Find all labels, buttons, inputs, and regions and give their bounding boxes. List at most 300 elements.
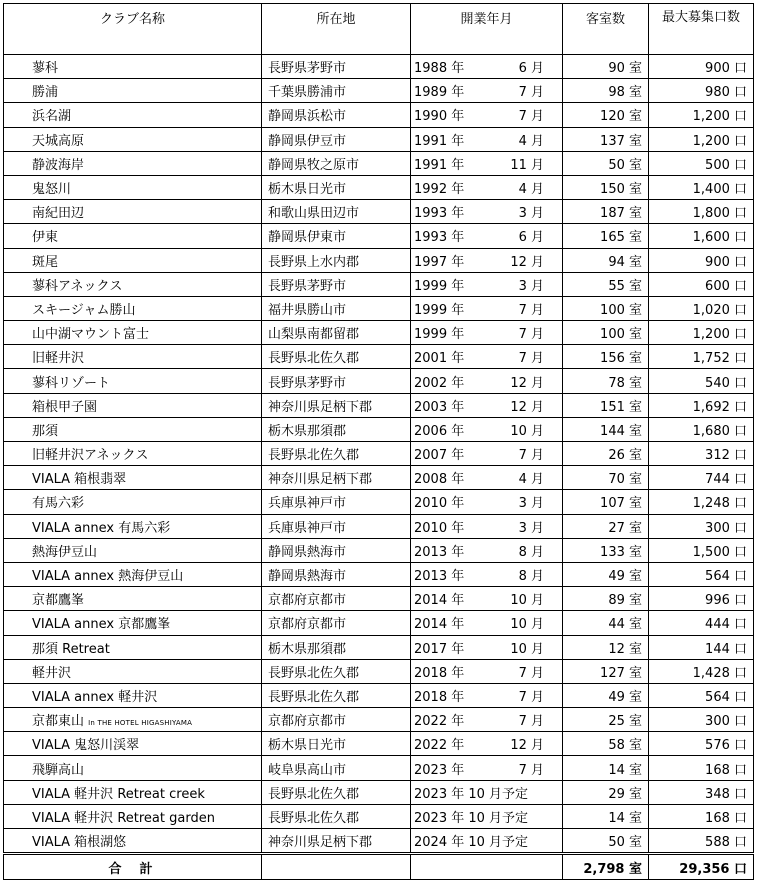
location-cell: 兵庫県神戸市 [262, 514, 411, 538]
club-name-cell [4, 562, 262, 586]
opened-cell [411, 272, 563, 296]
location-cell: 静岡県牧之原市 [262, 151, 411, 175]
opened-month: 12 月 [510, 254, 544, 270]
club-name-cell [4, 321, 262, 345]
rooms-cell: 44 室 [563, 611, 649, 635]
header-opened: 開業年月 [411, 4, 563, 55]
club-name-cell [4, 514, 262, 538]
club-name-cell [4, 756, 262, 780]
rooms-cell: 94 室 [563, 248, 649, 272]
club-name: 箱根甲子園 [32, 399, 98, 415]
opened-month: 7 月 [518, 109, 544, 125]
rooms-cell: 151 室 [563, 393, 649, 417]
club-name: 有馬六彩 [32, 496, 85, 512]
rooms-cell: 150 室 [563, 175, 649, 199]
club-name: 旧軽井沢 [32, 351, 85, 367]
club-name-cell [4, 732, 262, 756]
opened-cell [411, 55, 563, 79]
opened-cell [411, 538, 563, 562]
club-name: VIALA annex 軽井沢 [32, 689, 158, 705]
opened-year: 2010 年 [414, 496, 465, 512]
opened-month: 11 月 [510, 157, 544, 173]
club-name-cell [4, 611, 262, 635]
opened-year: 1999 年 [414, 302, 465, 318]
club-name: VIALA 鬼怒川渓翠 [32, 738, 140, 754]
opened-cell [411, 611, 563, 635]
opened-month: 10 月 [510, 593, 544, 609]
opened-cell [411, 151, 563, 175]
opened-year: 2014 年 [414, 593, 465, 609]
max-units-cell: 600 口 [649, 272, 754, 296]
rooms-cell: 89 室 [563, 587, 649, 611]
max-units-cell: 1,200 口 [649, 321, 754, 345]
opened-year: 2022 年 [414, 738, 465, 754]
table-row [4, 200, 754, 224]
club-name: 旧軽井沢アネックス [32, 448, 149, 464]
opened-cell [411, 829, 563, 854]
club-name-cell [4, 151, 262, 175]
opened-cell [411, 224, 563, 248]
header-rooms: 客室数 [563, 4, 649, 55]
rooms-cell: 100 室 [563, 321, 649, 345]
location-cell: 長野県北佐久郡 [262, 442, 411, 466]
club-name: 熱海伊豆山 [32, 544, 98, 560]
opened-year: 2014 年 [414, 617, 465, 633]
opened-month: 3 月 [518, 278, 544, 294]
location-cell: 長野県北佐久郡 [262, 780, 411, 804]
club-name: 軽井沢 [32, 665, 72, 681]
rooms-cell: 127 室 [563, 659, 649, 683]
table-row [4, 708, 754, 732]
opened-month: 3 月 [518, 206, 544, 222]
opened-month: 12 月 [510, 375, 544, 391]
opened-cell [411, 756, 563, 780]
table-row [4, 272, 754, 296]
opened-year: 2018 年 [414, 689, 465, 705]
location-cell: 千葉県勝浦市 [262, 79, 411, 103]
max-units-cell: 300 口 [649, 514, 754, 538]
opened-month: 10 月 [510, 617, 544, 633]
rooms-cell: 27 室 [563, 514, 649, 538]
rooms-cell: 14 室 [563, 804, 649, 828]
opened-cell [411, 200, 563, 224]
max-units-cell: 1,800 口 [649, 200, 754, 224]
total-location-empty [262, 854, 411, 880]
max-units-cell: 540 口 [649, 369, 754, 393]
opened-month: 7 月 [518, 762, 544, 778]
opened-year: 1988 年 [414, 61, 465, 77]
club-name-cell [4, 200, 262, 224]
club-name-cell [4, 466, 262, 490]
table-row [4, 780, 754, 804]
opened-year: 1997 年 [414, 254, 465, 270]
opened-month: 10 月 [510, 423, 544, 439]
opened-month: 6 月 [518, 230, 544, 246]
location-cell: 長野県北佐久郡 [262, 659, 411, 683]
opened-year: 2007 年 [414, 448, 465, 464]
opened-year: 2003 年 [414, 399, 465, 415]
opened-year: 2017 年 [414, 641, 465, 657]
club-name-cell [4, 345, 262, 369]
club-name-cell [4, 683, 262, 707]
club-name: VIALA annex 有馬六彩 [32, 520, 171, 536]
location-cell: 山梨県南都留郡 [262, 321, 411, 345]
max-units-cell: 588 口 [649, 829, 754, 854]
opened-cell [411, 296, 563, 320]
club-name: 静波海岸 [32, 157, 85, 173]
location-cell: 栃木県日光市 [262, 175, 411, 199]
opened-cell [411, 683, 563, 707]
table-row [4, 490, 754, 514]
rooms-cell: 12 室 [563, 635, 649, 659]
opened-cell [411, 562, 563, 586]
table-row [4, 296, 754, 320]
club-name-cell [4, 708, 262, 732]
total-units: 29,356 口 [649, 854, 754, 880]
club-name: 天城高原 [32, 133, 85, 149]
opened-year: 2024 年 10 月予定 [414, 835, 529, 851]
table-row [4, 248, 754, 272]
table-row [4, 224, 754, 248]
rooms-cell: 107 室 [563, 490, 649, 514]
total-opened-empty [411, 854, 563, 880]
opened-month: 7 月 [518, 665, 544, 681]
header-row [4, 4, 754, 55]
opened-year: 1991 年 [414, 157, 465, 173]
club-name-cell [4, 659, 262, 683]
opened-cell [411, 635, 563, 659]
club-name-cell [4, 538, 262, 562]
club-name: 蓼科アネックス [32, 278, 123, 294]
opened-month: 10 月 [510, 641, 544, 657]
max-units-cell: 1,200 口 [649, 103, 754, 127]
location-cell: 京都府京都市 [262, 611, 411, 635]
rooms-cell: 120 室 [563, 103, 649, 127]
max-units-cell: 1,680 口 [649, 417, 754, 441]
max-units-cell: 1,600 口 [649, 224, 754, 248]
table-row [4, 611, 754, 635]
opened-cell [411, 369, 563, 393]
opened-year: 2008 年 [414, 472, 465, 488]
table-row [4, 393, 754, 417]
location-cell: 京都府京都市 [262, 587, 411, 611]
table-row [4, 732, 754, 756]
club-name-cell [4, 417, 262, 441]
table-row [4, 103, 754, 127]
header-max-units: 最大募集口数 [649, 4, 754, 55]
club-name: スキージャム勝山 [32, 302, 136, 318]
opened-cell [411, 321, 563, 345]
club-name: 蓼科リゾート [32, 375, 111, 391]
rooms-cell: 14 室 [563, 756, 649, 780]
opened-cell [411, 587, 563, 611]
table-row [4, 756, 754, 780]
club-name-cell [4, 393, 262, 417]
table-row [4, 683, 754, 707]
opened-month: 7 月 [518, 714, 544, 730]
club-name-cell [4, 635, 262, 659]
location-cell: 長野県茅野市 [262, 55, 411, 79]
opened-year: 2018 年 [414, 665, 465, 681]
opened-year: 2013 年 [414, 569, 465, 585]
club-name-cell [4, 224, 262, 248]
max-units-cell: 564 口 [649, 562, 754, 586]
club-name: 那須 [32, 423, 59, 439]
rooms-cell: 165 室 [563, 224, 649, 248]
club-name-cell [4, 829, 262, 854]
table-row [4, 804, 754, 828]
location-cell: 長野県茅野市 [262, 369, 411, 393]
location-cell: 神奈川県足柄下郡 [262, 393, 411, 417]
opened-cell [411, 417, 563, 441]
total-label: 合計 [4, 854, 262, 880]
rooms-cell: 49 室 [563, 683, 649, 707]
max-units-cell: 312 口 [649, 442, 754, 466]
club-name: VIALA 箱根翡翠 [32, 472, 127, 488]
max-units-cell: 1,500 口 [649, 538, 754, 562]
table-row [4, 127, 754, 151]
opened-cell [411, 659, 563, 683]
rooms-cell: 156 室 [563, 345, 649, 369]
max-units-cell: 500 口 [649, 151, 754, 175]
opened-month: 3 月 [518, 496, 544, 512]
max-units-cell: 168 口 [649, 804, 754, 828]
opened-month: 12 月 [510, 738, 544, 754]
max-units-cell: 900 口 [649, 55, 754, 79]
opened-year: 2006 年 [414, 423, 465, 439]
opened-month: 3 月 [518, 520, 544, 536]
table-row [4, 175, 754, 199]
total-row [4, 854, 754, 880]
opened-cell [411, 514, 563, 538]
opened-year: 1990 年 [414, 109, 465, 125]
club-name-cell [4, 103, 262, 127]
header-location: 所在地 [262, 4, 411, 55]
max-units-cell: 900 口 [649, 248, 754, 272]
opened-year: 2013 年 [414, 544, 465, 560]
opened-cell [411, 780, 563, 804]
location-cell: 和歌山県田辺市 [262, 200, 411, 224]
opened-month: 7 月 [518, 85, 544, 101]
rooms-cell: 49 室 [563, 562, 649, 586]
rooms-cell: 137 室 [563, 127, 649, 151]
opened-year: 1991 年 [414, 133, 465, 149]
club-table [3, 3, 754, 880]
location-cell: 長野県北佐久郡 [262, 804, 411, 828]
location-cell: 静岡県伊東市 [262, 224, 411, 248]
table-row [4, 151, 754, 175]
club-name-cell [4, 79, 262, 103]
club-name-cell [4, 248, 262, 272]
location-cell: 栃木県日光市 [262, 732, 411, 756]
table-row [4, 829, 754, 854]
table-row [4, 635, 754, 659]
opened-year: 1992 年 [414, 182, 465, 198]
club-name-cell [4, 369, 262, 393]
max-units-cell: 1,428 口 [649, 659, 754, 683]
table-row [4, 514, 754, 538]
max-units-cell: 996 口 [649, 587, 754, 611]
club-name: 山中湖マウント富士 [32, 327, 150, 343]
club-name-cell [4, 490, 262, 514]
max-units-cell: 1,020 口 [649, 296, 754, 320]
opened-year: 2002 年 [414, 375, 465, 391]
opened-year: 2023 年 10 月予定 [414, 786, 529, 802]
club-name: 蓼科 [32, 61, 59, 77]
opened-cell [411, 804, 563, 828]
club-name: 鬼怒川 [32, 182, 72, 198]
table-row [4, 79, 754, 103]
max-units-cell: 1,752 口 [649, 345, 754, 369]
opened-year: 2022 年 [414, 714, 465, 730]
location-cell: 福井県勝山市 [262, 296, 411, 320]
club-name: VIALA 箱根湖悠 [32, 835, 127, 851]
club-name: VIALA 軽井沢 Retreat garden [32, 810, 215, 826]
location-cell: 神奈川県足柄下郡 [262, 829, 411, 854]
opened-cell [411, 127, 563, 151]
rooms-cell: 55 室 [563, 272, 649, 296]
header-club-name: クラブ名称 [4, 4, 262, 55]
club-name-cell [4, 780, 262, 804]
max-units-cell: 1,400 口 [649, 175, 754, 199]
location-cell: 静岡県熱海市 [262, 562, 411, 586]
rooms-cell: 100 室 [563, 296, 649, 320]
rooms-cell: 50 室 [563, 151, 649, 175]
rooms-cell: 50 室 [563, 829, 649, 854]
club-name: 那須 Retreat [32, 641, 110, 657]
club-name-suffix: In THE HOTEL HIGASHIYAMA [88, 719, 193, 728]
location-cell: 栃木県那須郡 [262, 417, 411, 441]
rooms-cell: 187 室 [563, 200, 649, 224]
max-units-cell: 1,248 口 [649, 490, 754, 514]
rooms-cell: 70 室 [563, 466, 649, 490]
location-cell: 長野県北佐久郡 [262, 683, 411, 707]
club-name: 南紀田辺 [32, 206, 85, 222]
table-row [4, 321, 754, 345]
location-cell: 兵庫県神戸市 [262, 490, 411, 514]
club-name-cell [4, 127, 262, 151]
opened-year: 2023 年 10 月予定 [414, 810, 529, 826]
club-name: VIALA annex 京都鷹峯 [32, 617, 171, 633]
opened-year: 1999 年 [414, 327, 465, 343]
location-cell: 静岡県浜松市 [262, 103, 411, 127]
rooms-cell: 26 室 [563, 442, 649, 466]
opened-cell [411, 248, 563, 272]
club-name-cell [4, 175, 262, 199]
opened-cell [411, 103, 563, 127]
club-name: 斑尾 [32, 254, 59, 270]
rooms-cell: 25 室 [563, 708, 649, 732]
rooms-cell: 98 室 [563, 79, 649, 103]
club-name: 勝浦 [32, 85, 59, 101]
max-units-cell: 348 口 [649, 780, 754, 804]
opened-month: 4 月 [518, 133, 544, 149]
opened-year: 1993 年 [414, 230, 465, 246]
opened-cell [411, 345, 563, 369]
max-units-cell: 1,200 口 [649, 127, 754, 151]
rooms-cell: 58 室 [563, 732, 649, 756]
club-name: 伊東 [32, 230, 59, 246]
club-name: 京都鷹峯 [32, 593, 85, 609]
opened-month: 7 月 [518, 302, 544, 318]
opened-month: 4 月 [518, 182, 544, 198]
opened-cell [411, 732, 563, 756]
location-cell: 岐阜県高山市 [262, 756, 411, 780]
max-units-cell: 300 口 [649, 708, 754, 732]
opened-year: 2001 年 [414, 351, 465, 367]
location-cell: 長野県茅野市 [262, 272, 411, 296]
opened-cell [411, 466, 563, 490]
total-rooms: 2,798 室 [563, 854, 649, 880]
opened-month: 7 月 [518, 327, 544, 343]
club-name-cell [4, 804, 262, 828]
table-row [4, 417, 754, 441]
opened-month: 8 月 [518, 544, 544, 560]
opened-month: 7 月 [518, 448, 544, 464]
opened-month: 4 月 [518, 472, 544, 488]
table-row [4, 345, 754, 369]
rooms-cell: 144 室 [563, 417, 649, 441]
rooms-cell: 90 室 [563, 55, 649, 79]
max-units-cell: 564 口 [649, 683, 754, 707]
max-units-cell: 1,692 口 [649, 393, 754, 417]
location-cell: 静岡県熱海市 [262, 538, 411, 562]
club-name: 飛騨高山 [32, 762, 85, 778]
table-row [4, 587, 754, 611]
max-units-cell: 144 口 [649, 635, 754, 659]
opened-year: 2023 年 [414, 762, 465, 778]
table-row [4, 442, 754, 466]
location-cell: 神奈川県足柄下郡 [262, 466, 411, 490]
rooms-cell: 78 室 [563, 369, 649, 393]
club-name-cell [4, 587, 262, 611]
opened-cell [411, 393, 563, 417]
max-units-cell: 576 口 [649, 732, 754, 756]
table-row [4, 538, 754, 562]
table-row [4, 369, 754, 393]
table-row [4, 466, 754, 490]
opened-cell [411, 79, 563, 103]
location-cell: 京都府京都市 [262, 708, 411, 732]
club-name: VIALA 軽井沢 Retreat creek [32, 786, 205, 802]
opened-month: 12 月 [510, 399, 544, 415]
location-cell: 長野県北佐久郡 [262, 345, 411, 369]
club-name: 京都東山 [32, 714, 85, 730]
opened-cell [411, 490, 563, 514]
club-name: 浜名湖 [32, 109, 72, 125]
table-row [4, 55, 754, 79]
max-units-cell: 744 口 [649, 466, 754, 490]
club-name: VIALA annex 熱海伊豆山 [32, 569, 184, 585]
max-units-cell: 444 口 [649, 611, 754, 635]
opened-year: 1989 年 [414, 85, 465, 101]
club-name-cell [4, 55, 262, 79]
opened-month: 7 月 [518, 351, 544, 367]
max-units-cell: 980 口 [649, 79, 754, 103]
club-name-cell [4, 296, 262, 320]
rooms-cell: 133 室 [563, 538, 649, 562]
location-cell: 長野県上水内郡 [262, 248, 411, 272]
table-row [4, 659, 754, 683]
opened-cell [411, 442, 563, 466]
location-cell: 栃木県那須郡 [262, 635, 411, 659]
opened-year: 1993 年 [414, 206, 465, 222]
table-row [4, 562, 754, 586]
opened-month: 6 月 [518, 61, 544, 77]
opened-month: 7 月 [518, 689, 544, 705]
location-cell: 静岡県伊豆市 [262, 127, 411, 151]
opened-year: 2010 年 [414, 520, 465, 536]
